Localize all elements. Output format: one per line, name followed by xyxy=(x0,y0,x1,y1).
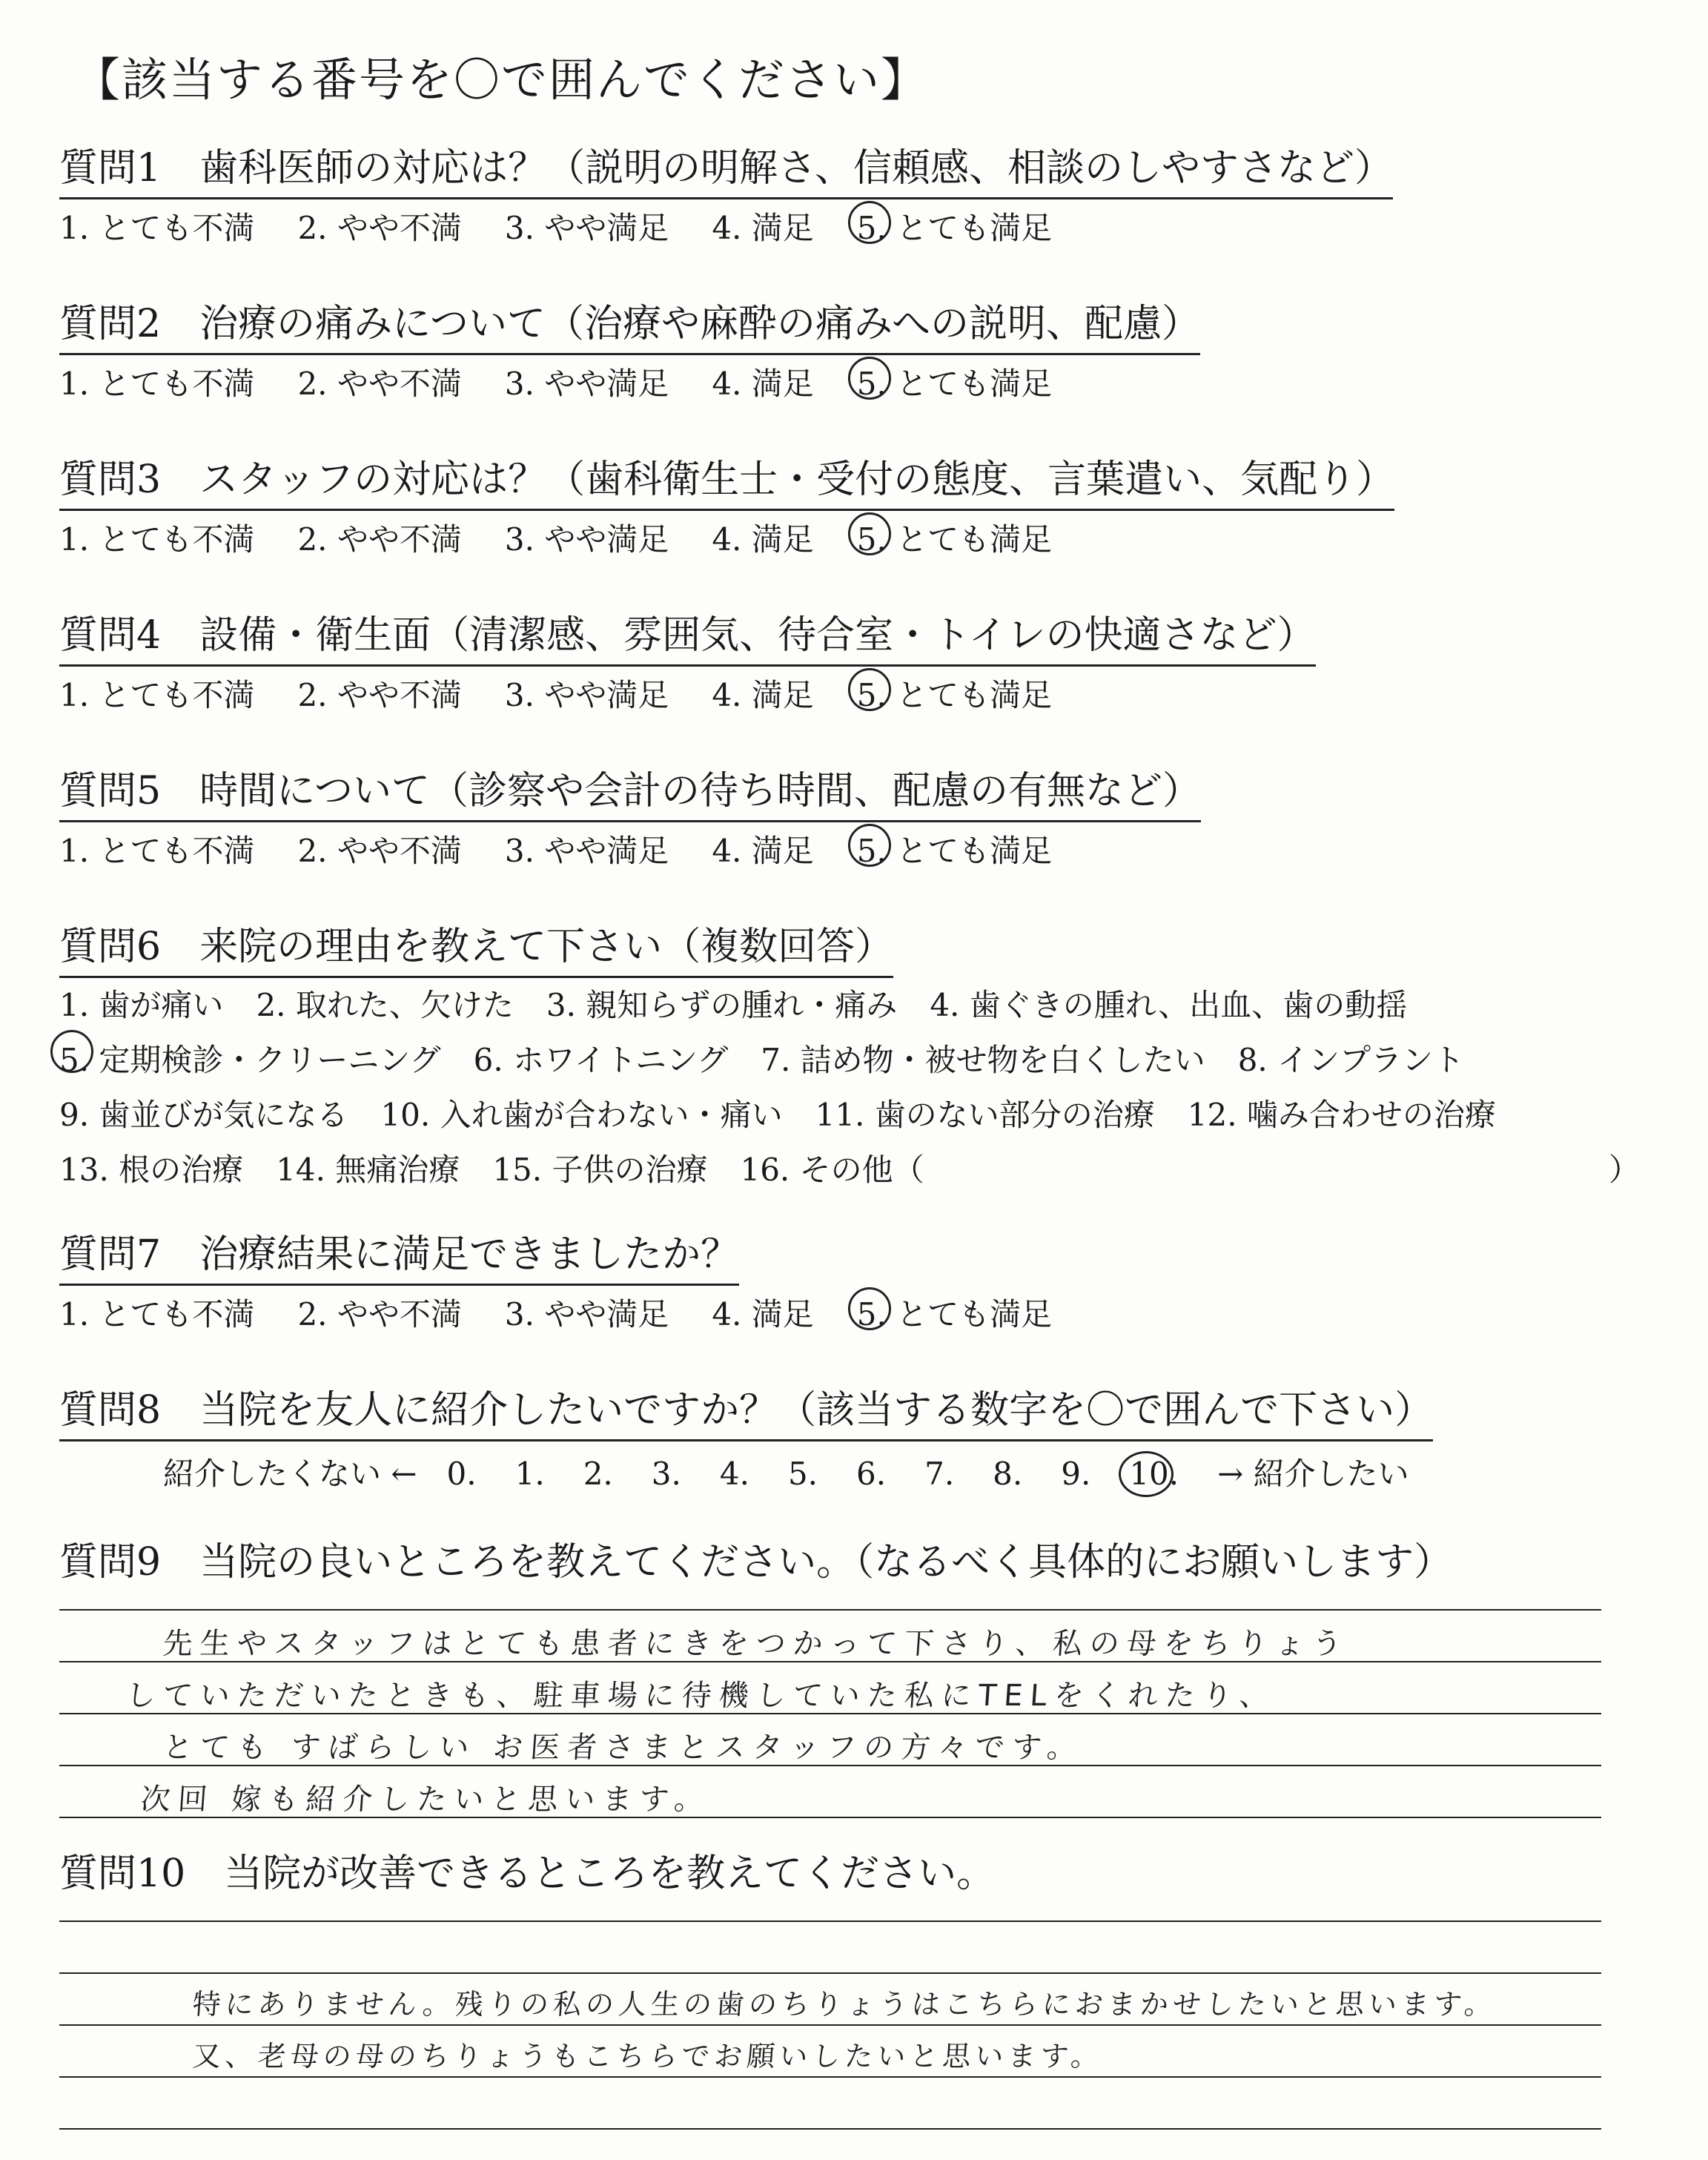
q6-option-4[interactable]: 4. 歯ぐきの腫れ、出血、歯の動揺 xyxy=(930,987,1408,1023)
q8-number-4[interactable]: 4. xyxy=(719,1456,749,1492)
q2-option-3[interactable]: 3. やや満足 xyxy=(504,366,669,402)
q4-option-2[interactable]: 2. やや不満 xyxy=(297,677,462,713)
q4-option-4[interactable]: 4. 満足 xyxy=(712,677,814,713)
question-5-options xyxy=(59,827,1201,871)
q10-rule-2 xyxy=(59,1972,1601,1974)
q9-answer-line-4: 次回 嫁も紹介したいと思います。 xyxy=(139,1783,712,1817)
q8-left-label: 紹介したくない ← xyxy=(163,1456,417,1492)
q3-option-3[interactable]: 3. やや満足 xyxy=(504,521,669,558)
q1-option-3[interactable]: 3. やや満足 xyxy=(504,210,669,246)
q8-number-6[interactable]: 6. xyxy=(856,1456,887,1492)
q6-option-13[interactable]: 13. 根の治療 xyxy=(59,1152,244,1188)
question-3-heading: 質問3 スタッフの対応は？（歯科衛生士・受付の態度、言葉遣い、気配り） xyxy=(59,456,1394,511)
question-6-options xyxy=(59,978,1641,1198)
q8-number-0[interactable]: 0. xyxy=(446,1456,477,1492)
q4-option-5[interactable]: 5. とても満足 xyxy=(857,671,1052,716)
q5-option-4[interactable]: 4. 満足 xyxy=(712,833,814,869)
q2-option-2[interactable]: 2. やや不満 xyxy=(297,366,462,402)
q10-answer-line-1: 特にありません。残りの私の人生の歯のちりょうはこちらにおまかせしたいと思います。 xyxy=(191,1988,1498,2021)
question-7 xyxy=(59,1231,1095,1335)
q6-options-line-3 xyxy=(59,1088,1529,1143)
q8-number-5[interactable]: 5. xyxy=(787,1456,818,1492)
question-7-heading: 質問7 治療結果に満足できましたか？ xyxy=(59,1231,739,1286)
q6-option-8[interactable]: 8. インプラント xyxy=(1237,1042,1465,1078)
question-2 xyxy=(59,300,1200,404)
q8-number-1[interactable]: 1. xyxy=(514,1456,545,1492)
q2-option-4[interactable]: 4. 満足 xyxy=(712,366,814,402)
q10-rule-4 xyxy=(59,2076,1601,2078)
q4-option-3[interactable]: 3. やや満足 xyxy=(504,677,669,713)
q10-rule-1 xyxy=(59,1920,1601,1922)
q10-rule-3 xyxy=(59,2024,1601,2026)
question-6-heading: 質問6 来院の理由を教えて下さい（複数回答） xyxy=(59,923,893,978)
q6-option-15[interactable]: 15. 子供の治療 xyxy=(492,1152,708,1188)
q5-option-2[interactable]: 2. やや不満 xyxy=(297,833,462,869)
question-5 xyxy=(59,767,1201,871)
q7-option-3[interactable]: 3. やや満足 xyxy=(504,1296,669,1332)
q1-option-4[interactable]: 4. 満足 xyxy=(712,210,814,246)
q8-scale xyxy=(163,1450,1409,1494)
q6-options-line-1 xyxy=(59,978,1529,1033)
q7-option-2[interactable]: 2. やや不満 xyxy=(297,1296,462,1332)
question-8 xyxy=(59,1387,1433,1441)
q7-option-5[interactable]: 5. とても満足 xyxy=(857,1290,1052,1335)
q6-other-close-paren: ） xyxy=(1609,1152,1641,1188)
question-4-options xyxy=(59,671,1316,716)
q9-rule-1 xyxy=(59,1609,1601,1611)
q6-options-line-2 xyxy=(59,1033,1529,1088)
question-1-heading: 質問1 歯科医師の対応は？（説明の明解さ、信頼感、相談のしやすさなど） xyxy=(59,145,1393,199)
q6-option-2[interactable]: 2. 取れた、欠けた xyxy=(256,987,514,1023)
q8-number-9[interactable]: 9. xyxy=(1061,1456,1091,1492)
question-9-heading: 質問9 当院の良いところを教えてください。（なるべく具体的にお願いします） xyxy=(59,1540,1453,1585)
question-10 xyxy=(59,1850,995,1903)
q6-option-14[interactable]: 14. 無痛治療 xyxy=(276,1152,460,1188)
q9-answer-line-1: 先生やスタッフはとても患者にきをつかって下さり、私の母をちりょう xyxy=(162,1627,1351,1661)
q1-option-1[interactable]: 1. とても不満 xyxy=(59,210,255,246)
question-5-heading: 質問5 時間について（診察や会計の待ち時間、配慮の有無など） xyxy=(59,767,1201,822)
q6-option-6[interactable]: 6. ホワイトニング xyxy=(473,1042,729,1078)
question-1 xyxy=(59,145,1393,248)
q6-option-5[interactable]: 5. 定期検診・クリーニング xyxy=(59,1033,441,1088)
q4-option-1[interactable]: 1. とても不満 xyxy=(59,677,255,713)
q6-option-16[interactable]: 16. その他（ xyxy=(740,1152,924,1188)
q6-option-3[interactable]: 3. 親知らずの腫れ・痛み xyxy=(546,987,898,1023)
q6-option-10[interactable]: 10. 入れ歯が合わない・痛い xyxy=(380,1097,783,1133)
q1-option-5[interactable]: 5. とても満足 xyxy=(857,204,1052,248)
q7-option-1[interactable]: 1. とても不満 xyxy=(59,1296,255,1332)
question-9 xyxy=(59,1539,1452,1591)
form-title: 【該当する番号を〇で囲んでください】 xyxy=(74,53,929,107)
q8-number-2[interactable]: 2. xyxy=(583,1456,613,1492)
q6-option-11[interactable]: 11. 歯のない部分の治療 xyxy=(815,1097,1155,1133)
question-3 xyxy=(59,456,1394,560)
q5-option-3[interactable]: 3. やや満足 xyxy=(504,833,669,869)
q3-option-2[interactable]: 2. やや不満 xyxy=(297,521,462,558)
q3-option-4[interactable]: 4. 満足 xyxy=(712,521,814,558)
q6-options-line-4 xyxy=(59,1143,1641,1198)
q8-right-label: → 紹介したい xyxy=(1217,1456,1409,1492)
question-4 xyxy=(59,612,1316,716)
question-7-options xyxy=(59,1290,1095,1335)
question-6 xyxy=(59,923,1641,1198)
q5-option-1[interactable]: 1. とても不満 xyxy=(59,833,255,869)
q6-option-7[interactable]: 7. 詰め物・被せ物を白くしたい xyxy=(761,1042,1205,1078)
question-2-options xyxy=(59,360,1200,404)
question-8-heading: 質問8 当院を友人に紹介したいですか？（該当する数字を〇で囲んで下さい） xyxy=(59,1387,1433,1441)
q6-option-1[interactable]: 1. 歯が痛い xyxy=(59,987,224,1023)
q10-answer-line-2: 又、老母の母のちりょうもこちらでお願いしたいと思います。 xyxy=(191,2040,1105,2073)
question-2-heading: 質問2 治療の痛みについて（治療や麻酔の痛みへの説明、配慮） xyxy=(59,300,1200,355)
q8-number-3[interactable]: 3. xyxy=(651,1456,681,1492)
question-1-options xyxy=(59,204,1393,248)
q8-number-10[interactable]: 10. xyxy=(1129,1456,1179,1492)
q3-option-5[interactable]: 5. とても満足 xyxy=(857,515,1052,560)
q7-option-4[interactable]: 4. 満足 xyxy=(712,1296,814,1332)
q2-option-1[interactable]: 1. とても不満 xyxy=(59,366,255,402)
question-3-options xyxy=(59,515,1394,560)
q3-option-1[interactable]: 1. とても不満 xyxy=(59,521,255,558)
q6-option-9[interactable]: 9. 歯並びが気になる xyxy=(59,1097,348,1133)
q8-number-7[interactable]: 7. xyxy=(924,1456,955,1492)
q2-option-5[interactable]: 5. とても満足 xyxy=(857,360,1052,404)
q9-answer-line-3: とても すばらしい お医者さまとスタッフの方々です。 xyxy=(162,1731,1085,1765)
question-4-heading: 質問4 設備・衛生面（清潔感、雰囲気、待合室・トイレの快適さなど） xyxy=(59,612,1316,667)
q9-answer-line-2: していただいたときも、駐車場に待機していた私にTELをくれたり、 xyxy=(125,1679,1278,1713)
q1-option-2[interactable]: 2. やや不満 xyxy=(297,210,462,246)
q10-rule-5 xyxy=(59,2128,1601,2130)
question-10-heading: 質問10 当院が改善できるところを教えてください。 xyxy=(59,1852,996,1896)
q8-number-8[interactable]: 8. xyxy=(993,1456,1023,1492)
q5-option-5[interactable]: 5. とても満足 xyxy=(857,827,1052,871)
q6-option-12[interactable]: 12. 噛み合わせの治療 xyxy=(1187,1097,1496,1133)
